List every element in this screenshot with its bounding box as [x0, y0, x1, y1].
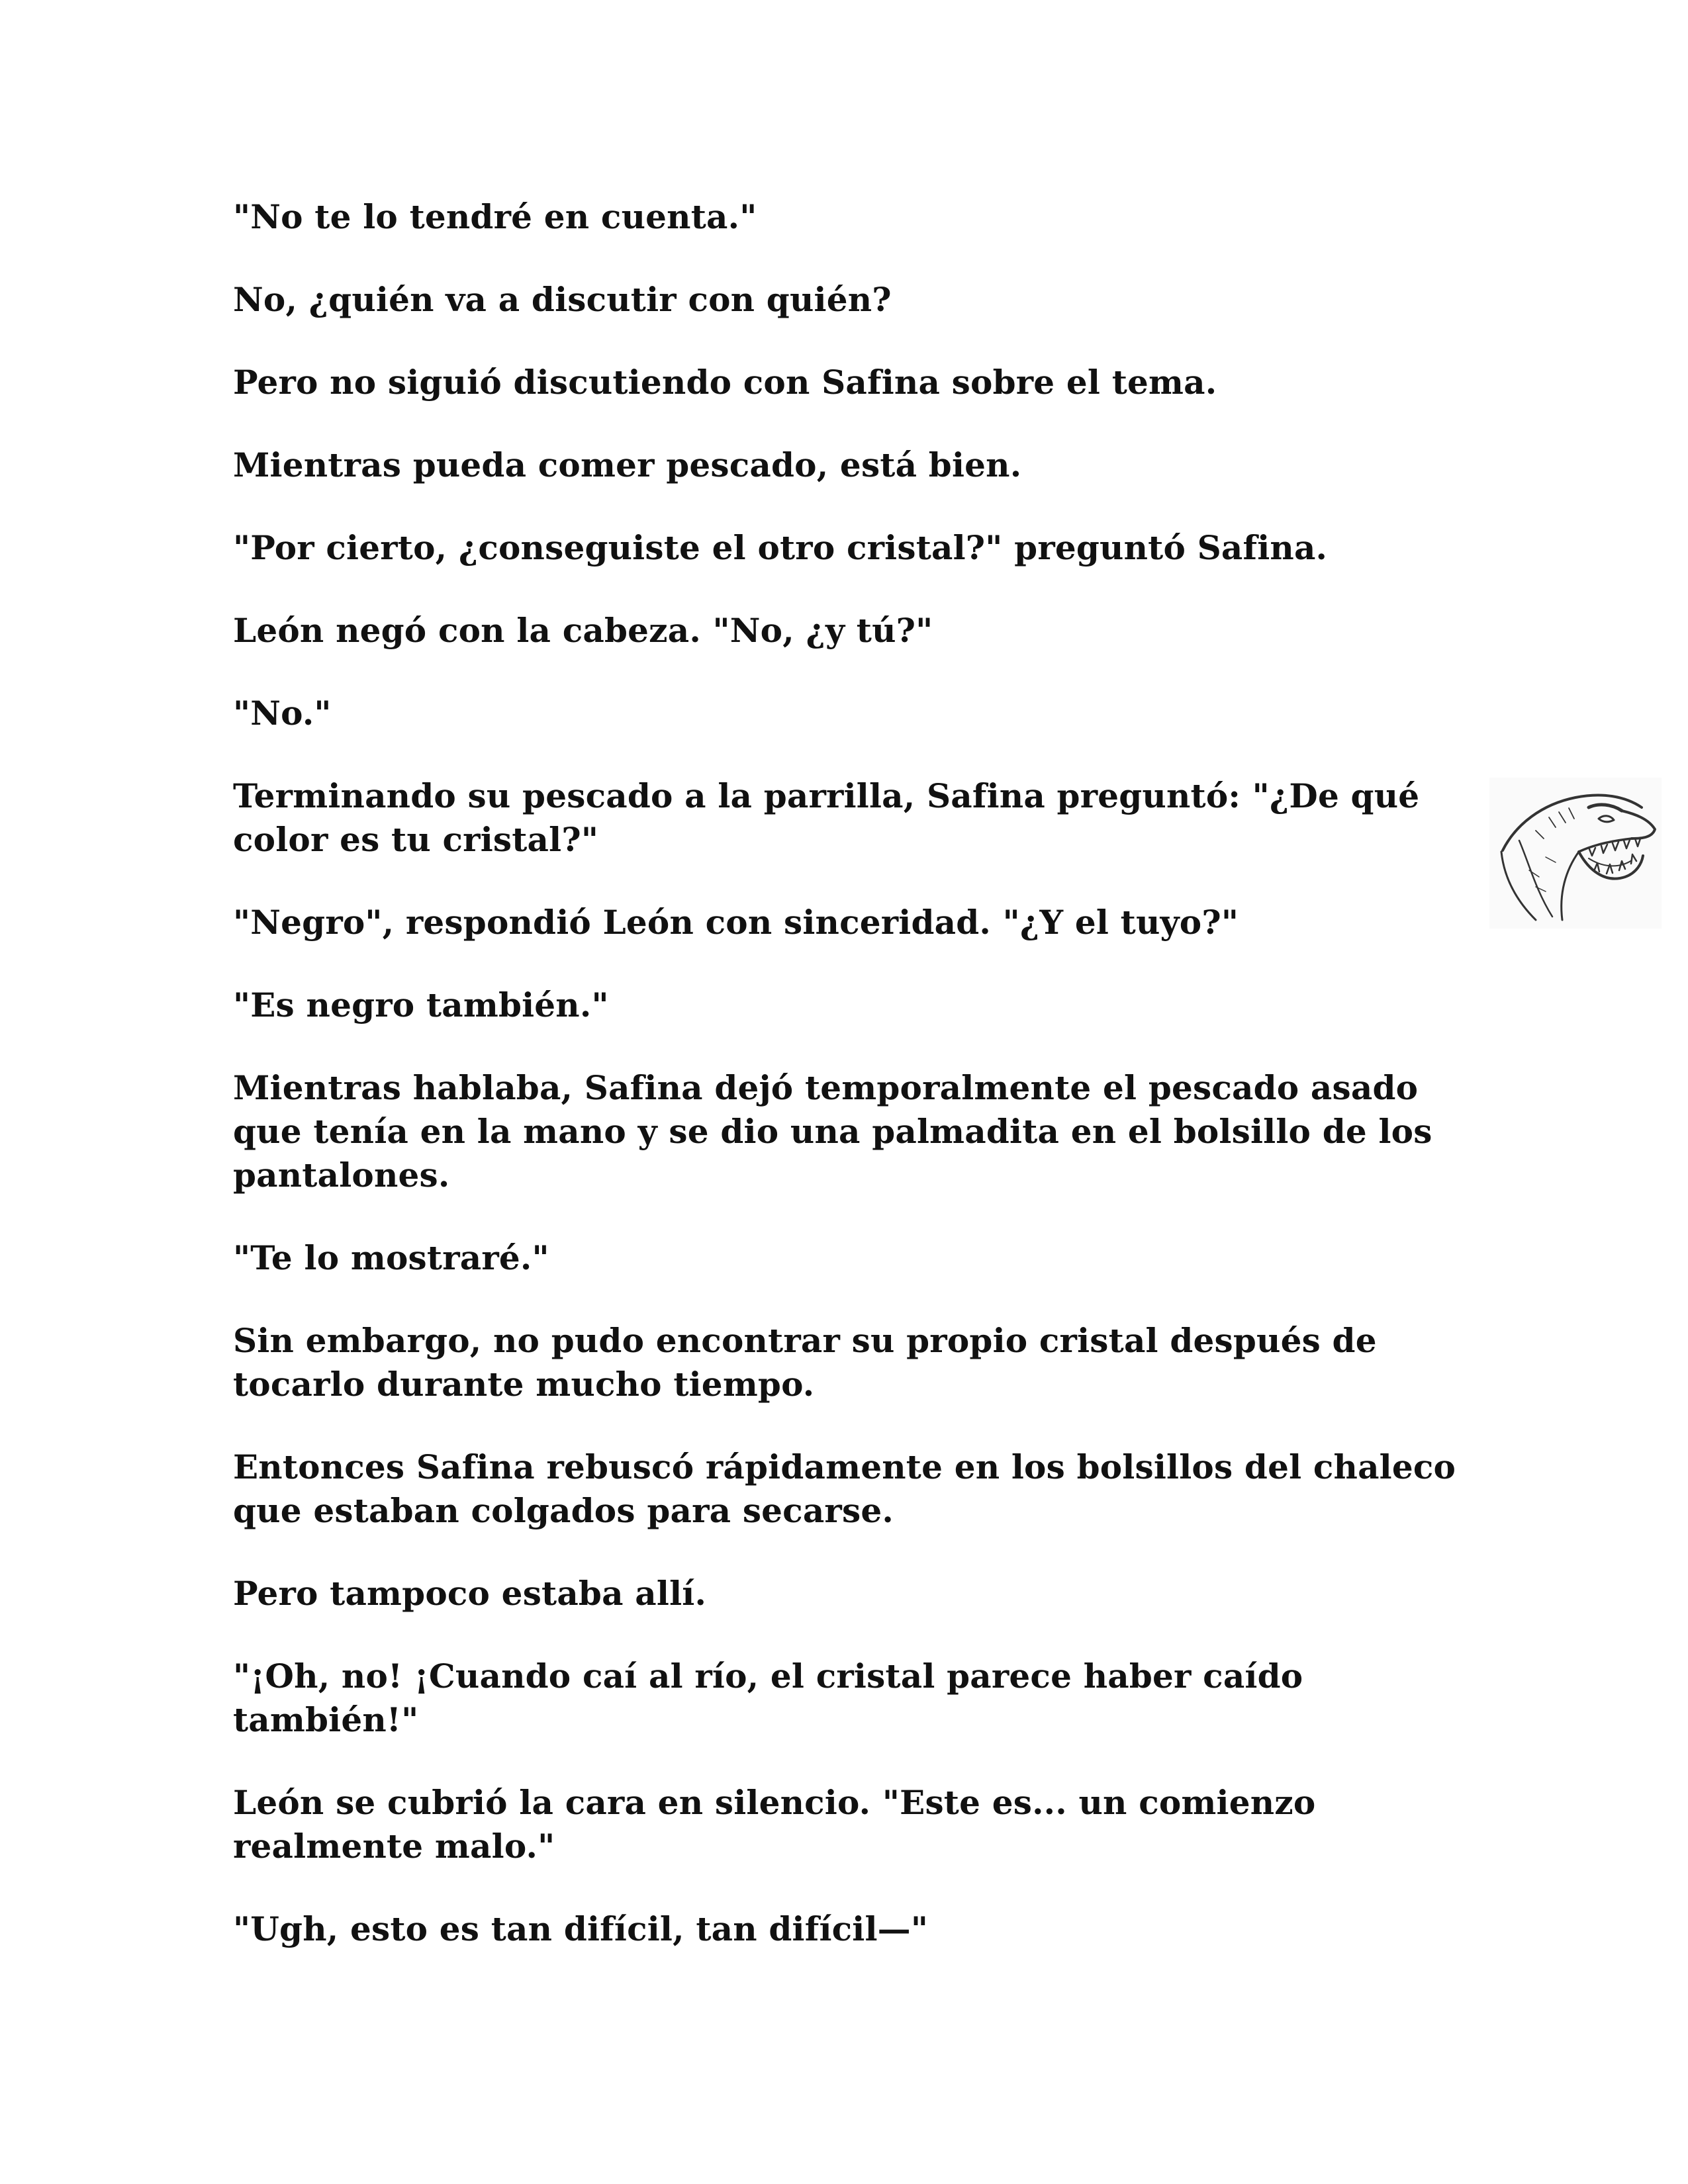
- paragraph: "¡Oh, no! ¡Cuando caí al río, el cristal parece haber caído también!": [233, 1657, 1303, 1739]
- paragraph: León negó con la cabeza. "No, ¿y tú?": [233, 611, 933, 650]
- paragraph: Terminando su pescado a la parrilla, Safina preguntó: "¿De qué color es tu cristal?": [233, 776, 1420, 859]
- dinosaur-head-sketch-icon: [1489, 778, 1662, 929]
- paragraph: Pero no siguió discutiendo con Safina sobre el tema.: [233, 363, 1217, 402]
- text-column: [233, 195, 1464, 1990]
- paragraph: Sin embargo, no pudo encontrar su propio cristal después de tocarlo durante mucho tiempo.: [233, 1321, 1377, 1404]
- paragraph: Pero tampoco estaba allí.: [233, 1574, 707, 1613]
- paragraph: "No te lo tendré en cuenta.": [233, 197, 757, 236]
- paragraph: León se cubrió la cara en silencio. "Este es... un comienzo realmente malo.": [233, 1783, 1316, 1866]
- paragraph: Entonces Safina rebuscó rápidamente en los bolsillos del chaleco que estaban colgados para secarse.: [233, 1447, 1456, 1530]
- paragraph: "Es negro también.": [233, 985, 609, 1024]
- paragraph: Mientras pueda comer pescado, está bien.: [233, 445, 1022, 484]
- paragraph: "Por cierto, ¿conseguiste el otro cristal?" preguntó Safina.: [233, 528, 1328, 567]
- paragraph: "Te lo mostraré.": [233, 1238, 549, 1277]
- paragraph: "Ugh, esto es tan difícil, tan difícil—": [233, 1909, 929, 1948]
- paragraph: "No.": [233, 694, 332, 733]
- paragraph: "Negro", respondió León con sinceridad. "¿Y el tuyo?": [233, 903, 1239, 942]
- paragraph: No, ¿quién va a discutir con quién?: [233, 280, 892, 319]
- paragraph: Mientras hablaba, Safina dejó temporalmente el pescado asado que tenía en la mano y se dio una palmadita en el bolsillo de los pantalones.: [233, 1068, 1432, 1195]
